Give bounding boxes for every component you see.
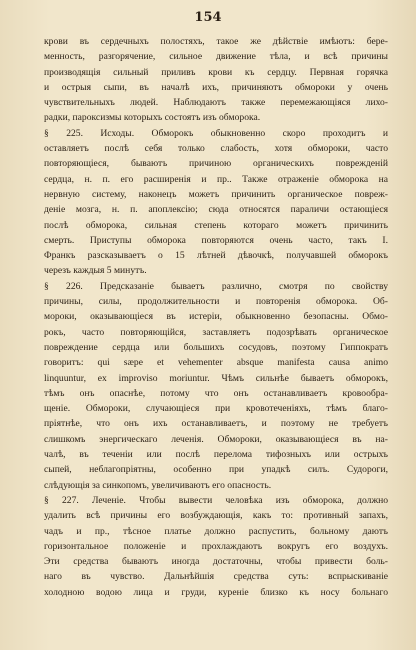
text-line: послѣ обморока, сильная степень котораго можетъ причинить (44, 219, 388, 231)
text-line: производящія сильный приливъ крови къ сердцу. Первная горячка (44, 66, 388, 78)
text-line: сердца, н. п. его расширенія и пр.. Также отраженіе обморока на (44, 173, 388, 185)
text-line: крови въ сердечныхъ полостяхъ, такое же дѣйствіе имѣютъ: бере- (44, 36, 388, 47)
text-line: чадъ и пр., тѣсное платье должно распустить, больному даютъ (44, 525, 388, 537)
page-number: 154 (194, 10, 222, 25)
text-line: § 226. Предсказаніе бываетъ различно, смотря по свойству (44, 280, 388, 292)
text-line: § 225. Исходы. Обморокъ обыкновенно скоро проходитъ и (44, 127, 388, 139)
text-line: слѣдующія за синкопомъ, увеличиваютъ его опасность. (44, 479, 272, 491)
text-line: тѣмъ онъ опаснѣе, потому что онъ останавливаетъ кровообра- (44, 387, 388, 399)
text-line: и острыя сыпи, въ началѣ ихъ, причиняютъ обмороки у очень (44, 81, 388, 93)
text-line: удалить всѣ причины его возбуждающія, какъ то: противный запахъ, (44, 510, 388, 522)
text-line: рокъ, часто повторяющійся, заставляетъ подозрѣвать органическое (44, 326, 388, 338)
text-line: причины, силы, продолжительности и повторенія обморока. Об- (44, 296, 388, 308)
text-line: наго въ чувство. Дальнѣйшія средства суть: вспрыскиваніе (44, 571, 388, 583)
text-line: холодною водою лица и груди, куреніе близко къ носу больнаго (44, 586, 388, 598)
text-line: менность, разгорячение, сильное движение тѣла, и всѣ причины (44, 51, 388, 63)
text-line: смерть. Приступы обморока повторяются очень часто, такъ I. (44, 234, 388, 246)
text-line: сыпей, неблагопріятны, особенно при упадкѣ силъ. Судороги, (44, 464, 388, 476)
text-line: чалѣ, въ теченіи или послѣ перелома тифозныхъ или острыхъ (44, 449, 388, 461)
text-line: § 227. Леченіе. Чтобы вывести человѣка изъ обморока, должно (44, 494, 388, 506)
text-line: нервную систему, наконецъ можетъ причинить органическое повреж- (44, 188, 388, 200)
text-line: повторяющіеся, бываютъ причиною органическихъ поврежденій (44, 158, 388, 170)
text-line: Эти средства бываютъ иногда достаточны, чтобы привести боль- (44, 556, 388, 568)
text-line: говоритъ: qui sæpe et vehementer absque manifesta causa animo (44, 357, 388, 369)
text-line: горизонтальное положеніе и прохлаждаютъ вокругъ его воздухъ. (44, 540, 388, 552)
text-line: черезъ каждыя 5 минутъ. (44, 265, 147, 277)
text-line: мороки, оказывающіеся въ истеріи, обыкновенно безопасны. Обмо- (44, 311, 388, 323)
text-line: чувствительныхъ людей. Наблюдаютъ также перемежающіяся лихо- (44, 97, 388, 109)
body-text (44, 34, 388, 600)
text-line: оставляетъ послѣ себя только слабость, хотя обмороки, часто (44, 143, 388, 155)
text-line: деніе мозга, н. п. апоплексію; сюда относятся параличи остающіеся (44, 204, 388, 216)
text-line: радки, пароксизмы которыхъ состоятъ изъ обморока. (44, 112, 261, 124)
text-line: linquuntur, ex improviso moriuntur. Чѣмъ сильнѣе бываетъ обморокъ, (44, 372, 388, 384)
text-line: слишкомъ энергическаго леченія. Обмороки, оказывающіеся въ на- (44, 433, 388, 445)
text-line: Франкъ разсказываетъ о 15 лѣтней дѣвочкѣ, получавшей обморокъ (44, 250, 388, 262)
text-line: пріятнѣе, что онъ ихъ останавливаетъ, и поэтому не требуетъ (44, 418, 388, 430)
text-line: повреждение сердца или большихъ сосудовъ, поэтому Гиппократъ (44, 341, 388, 353)
text-line: щеніе. Обмороки, случающіеся при кровотеченіяхъ, тѣмъ благо- (44, 403, 388, 415)
